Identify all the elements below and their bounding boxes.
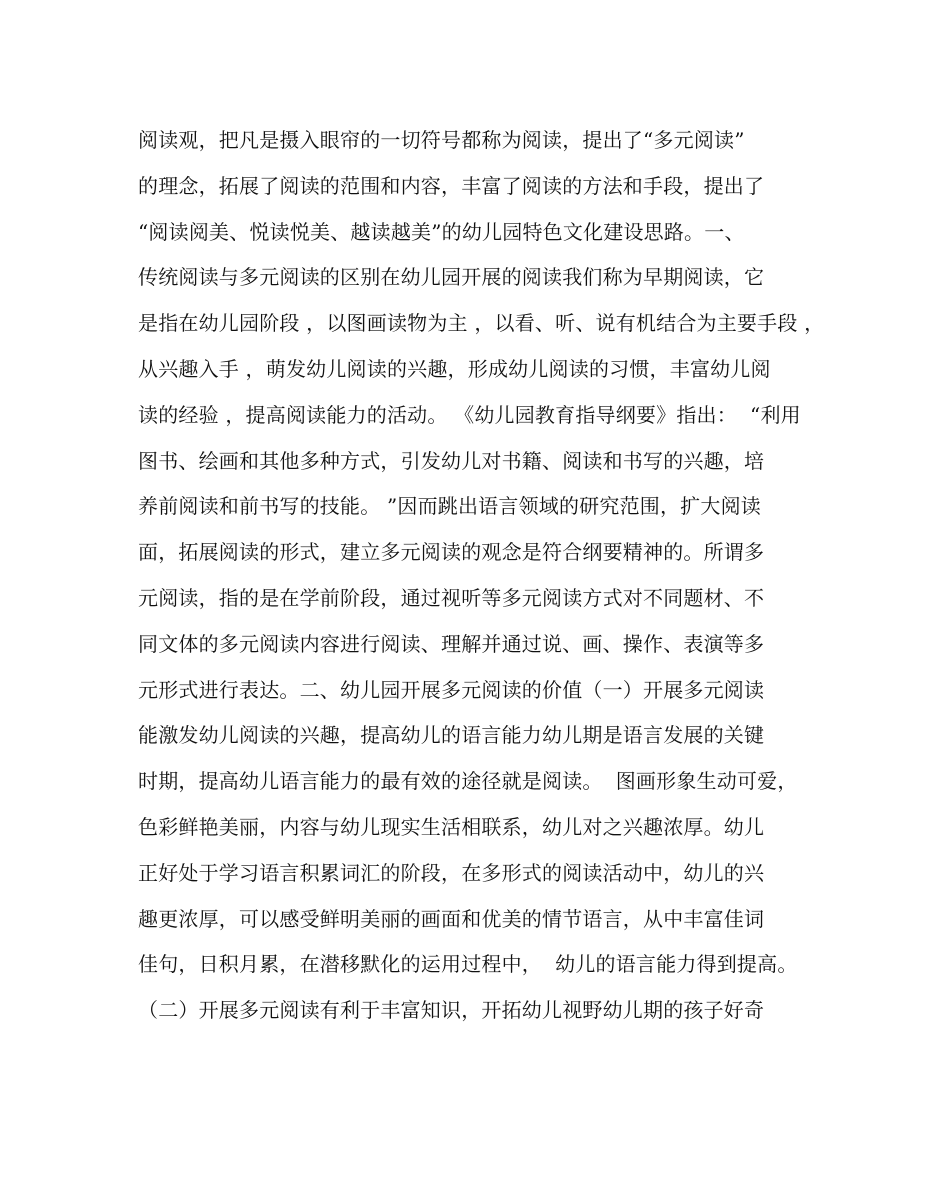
text-line: （二）开展多元阅读有利于丰富知识，开拓幼儿视野幼儿期的孩子好奇 — [138, 998, 765, 1023]
text-line: 图书、绘画和其他多种方式，引发幼儿对书籍、阅读和书写的兴趣，培 — [138, 448, 765, 473]
text-line: 能激发幼儿阅读的兴趣，提高幼儿的语言能力幼儿期是语言发展的关键 — [138, 723, 765, 748]
text-line: “阅读阅美、悦读悦美、越读越美”的幼儿园特色文化建设思路。一、 — [138, 219, 745, 244]
document-body — [138, 126, 825, 1042]
text-line: 色彩鲜艳美丽，内容与幼儿现实生活相联系，幼儿对之兴趣浓厚。幼儿 — [138, 814, 765, 839]
text-line: 从兴趣入手 ，萌发幼儿阅读的兴趣，形成幼儿阅读的习惯，丰富幼儿阅 — [138, 356, 771, 381]
text-line: 是指在幼儿园阶段 ，以图画读物为主 ，以看、听、说有机结合为主要手段 ， — [138, 311, 825, 336]
text-line: 传统阅读与多元阅读的区别在幼儿园开展的阅读我们称为早期阅读，它 — [138, 265, 765, 290]
text-line: 正好处于学习语言积累词汇的阶段，在多形式的阅读活动中，幼儿的兴 — [138, 860, 765, 885]
text-line: 元阅读，指的是在学前阶段，通过视听等多元阅读方式对不同题材、不 — [138, 585, 765, 610]
text-line: 面，拓展阅读的形式，建立多元阅读的观念是符合纲要精神的。所谓多 — [138, 540, 765, 565]
text-line: 养前阅读和前书写的技能。 ”因而跳出语言领域的研究范围，扩大阅读 — [138, 494, 761, 519]
text-line: 元形式进行表达。二、幼儿园开展多元阅读的价值（一）开展多元阅读 — [138, 677, 765, 702]
text-line: 趣更浓厚，可以感受鲜明美丽的画面和优美的情节语言，从中丰富佳词 — [138, 906, 765, 931]
text-line: 佳句，日积月累，在潜移默化的运用过程中， 幼儿的语言能力得到提高。 — [138, 952, 798, 977]
text-line: 同文体的多元阅读内容进行阅读、理解并通过说、画、操作、表演等多 — [138, 631, 765, 656]
text-line: 的理念，拓展了阅读的范围和内容，丰富了阅读的方法和手段，提出了 — [138, 173, 765, 198]
text-line: 读的经验 ，提高阅读能力的活动。 《幼儿园教育指导纲要》指出： “利用 — [138, 402, 801, 427]
text-line: 阅读观，把凡是摄入眼帘的一切符号都称为阅读，提出了“多元阅读” — [138, 128, 745, 152]
text-line: 时期，提高幼儿语言能力的最有效的途径就是阅读。 图画形象生动可爱， — [138, 769, 798, 794]
